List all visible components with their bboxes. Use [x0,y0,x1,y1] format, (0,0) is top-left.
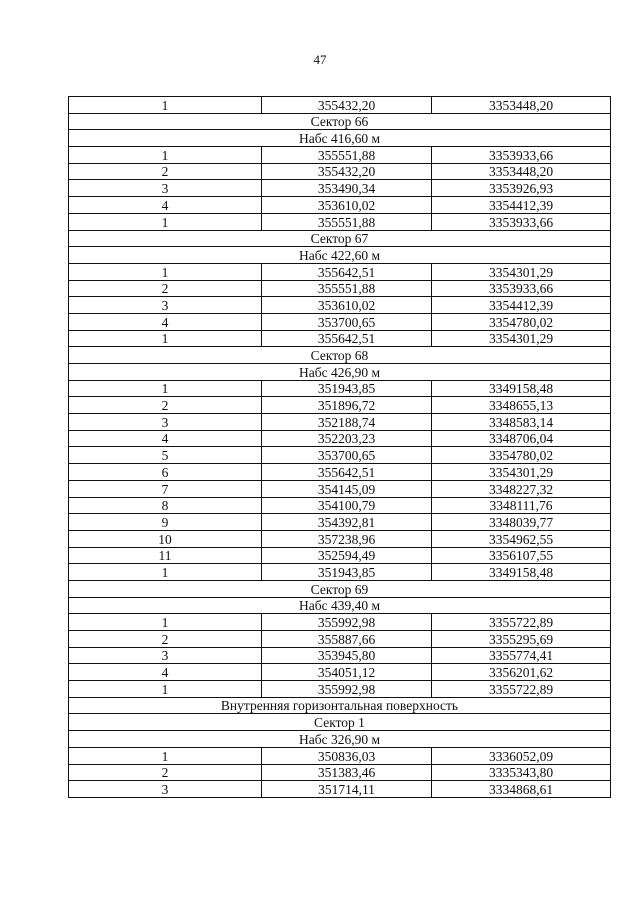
point-row [69,547,611,564]
y-coordinate: 3354301,29 [432,263,611,280]
point-number: 3 [69,781,262,798]
point-row [69,313,611,330]
section-heading: Набс 416,60 м [69,130,611,147]
section-heading-row [69,731,611,748]
point-number: 8 [69,497,262,514]
point-row [69,681,611,698]
x-coordinate: 355642,51 [262,263,432,280]
x-coordinate: 355887,66 [262,631,432,648]
section-heading-row [69,247,611,264]
point-row [69,263,611,280]
y-coordinate: 3354780,02 [432,313,611,330]
y-coordinate: 3354412,39 [432,197,611,214]
page-number: 47 [313,52,327,67]
x-coordinate: 354392,81 [262,514,432,531]
x-coordinate: 352594,49 [262,547,432,564]
point-number: 3 [69,180,262,197]
point-number: 1 [69,681,262,698]
point-row [69,330,611,347]
section-heading-row [69,597,611,614]
point-row [69,163,611,180]
point-number: 1 [69,614,262,631]
x-coordinate: 351383,46 [262,764,432,781]
point-number: 2 [69,631,262,648]
y-coordinate: 3354301,29 [432,464,611,481]
point-row [69,297,611,314]
x-coordinate: 353490,34 [262,180,432,197]
point-number: 4 [69,430,262,447]
point-number: 2 [69,280,262,297]
x-coordinate: 352203,23 [262,430,432,447]
point-row [69,213,611,230]
x-coordinate: 351714,11 [262,781,432,798]
point-number: 1 [69,330,262,347]
point-row [69,564,611,581]
section-heading-row [69,580,611,597]
x-coordinate: 355992,98 [262,614,432,631]
y-coordinate: 3356201,62 [432,664,611,681]
coordinates-table [68,96,611,798]
point-row [69,631,611,648]
point-row [69,614,611,631]
x-coordinate: 353610,02 [262,197,432,214]
point-row [69,197,611,214]
point-number: 3 [69,647,262,664]
point-number: 3 [69,414,262,431]
y-coordinate: 3349158,48 [432,380,611,397]
point-row [69,530,611,547]
x-coordinate: 353700,65 [262,447,432,464]
y-coordinate: 3355774,41 [432,647,611,664]
x-coordinate: 353700,65 [262,313,432,330]
point-number: 1 [69,380,262,397]
point-row [69,647,611,664]
y-coordinate: 3334868,61 [432,781,611,798]
point-number: 6 [69,464,262,481]
point-number: 4 [69,664,262,681]
x-coordinate: 355432,20 [262,97,432,114]
y-coordinate: 3354301,29 [432,330,611,347]
x-coordinate: 355551,88 [262,280,432,297]
point-number: 1 [69,747,262,764]
point-number: 2 [69,397,262,414]
y-coordinate: 3353448,20 [432,163,611,180]
section-heading-row [69,364,611,381]
point-row [69,147,611,164]
section-heading: Сектор 68 [69,347,611,364]
point-number: 10 [69,530,262,547]
point-number: 1 [69,564,262,581]
section-heading: Сектор 1 [69,714,611,731]
point-number: 11 [69,547,262,564]
section-heading: Набс 326,90 м [69,731,611,748]
point-row [69,747,611,764]
point-number: 1 [69,263,262,280]
x-coordinate: 351896,72 [262,397,432,414]
y-coordinate: 3335343,80 [432,764,611,781]
section-heading-row [69,697,611,714]
point-row [69,447,611,464]
point-row [69,497,611,514]
y-coordinate: 3354412,39 [432,297,611,314]
x-coordinate: 354051,12 [262,664,432,681]
section-heading-row [69,130,611,147]
point-row [69,380,611,397]
y-coordinate: 3353926,93 [432,180,611,197]
x-coordinate: 355551,88 [262,213,432,230]
section-heading: Внутренняя горизонтальная поверхность [69,697,611,714]
point-number: 9 [69,514,262,531]
section-heading-row [69,230,611,247]
section-heading: Сектор 69 [69,580,611,597]
y-coordinate: 3348227,32 [432,480,611,497]
x-coordinate: 351943,85 [262,380,432,397]
point-number: 4 [69,197,262,214]
y-coordinate: 3348706,04 [432,430,611,447]
point-number: 4 [69,313,262,330]
x-coordinate: 352188,74 [262,414,432,431]
x-coordinate: 355432,20 [262,163,432,180]
point-number: 1 [69,147,262,164]
y-coordinate: 3355722,89 [432,614,611,631]
point-row [69,180,611,197]
x-coordinate: 353945,80 [262,647,432,664]
x-coordinate: 355992,98 [262,681,432,698]
y-coordinate: 3353933,66 [432,213,611,230]
y-coordinate: 3348039,77 [432,514,611,531]
y-coordinate: 3353448,20 [432,97,611,114]
y-coordinate: 3348583,14 [432,414,611,431]
y-coordinate: 3348111,76 [432,497,611,514]
x-coordinate: 357238,96 [262,530,432,547]
section-heading: Набс 439,40 м [69,597,611,614]
point-row [69,464,611,481]
point-number: 7 [69,480,262,497]
section-heading-row [69,347,611,364]
point-number: 2 [69,163,262,180]
point-row [69,97,611,114]
section-heading: Сектор 66 [69,113,611,130]
x-coordinate: 351943,85 [262,564,432,581]
x-coordinate: 354100,79 [262,497,432,514]
y-coordinate: 3348655,13 [432,397,611,414]
y-coordinate: 3354780,02 [432,447,611,464]
point-row [69,280,611,297]
point-number: 3 [69,297,262,314]
y-coordinate: 3355295,69 [432,631,611,648]
y-coordinate: 3353933,66 [432,147,611,164]
coordinates-table-body [69,97,611,798]
section-heading: Сектор 67 [69,230,611,247]
x-coordinate: 355642,51 [262,330,432,347]
section-heading: Набс 422,60 м [69,247,611,264]
section-heading-row [69,113,611,130]
y-coordinate: 3354962,55 [432,530,611,547]
y-coordinate: 3336052,09 [432,747,611,764]
point-row [69,430,611,447]
point-row [69,414,611,431]
section-heading-row [69,714,611,731]
point-row [69,664,611,681]
point-row [69,514,611,531]
x-coordinate: 350836,03 [262,747,432,764]
x-coordinate: 353610,02 [262,297,432,314]
point-number: 5 [69,447,262,464]
point-number: 1 [69,97,262,114]
point-number: 2 [69,764,262,781]
y-coordinate: 3355722,89 [432,681,611,698]
y-coordinate: 3356107,55 [432,547,611,564]
section-heading: Набс 426,90 м [69,364,611,381]
point-row [69,764,611,781]
x-coordinate: 355642,51 [262,464,432,481]
y-coordinate: 3349158,48 [432,564,611,581]
x-coordinate: 355551,88 [262,147,432,164]
y-coordinate: 3353933,66 [432,280,611,297]
point-row [69,781,611,798]
point-row [69,397,611,414]
x-coordinate: 354145,09 [262,480,432,497]
point-number: 1 [69,213,262,230]
point-row [69,480,611,497]
